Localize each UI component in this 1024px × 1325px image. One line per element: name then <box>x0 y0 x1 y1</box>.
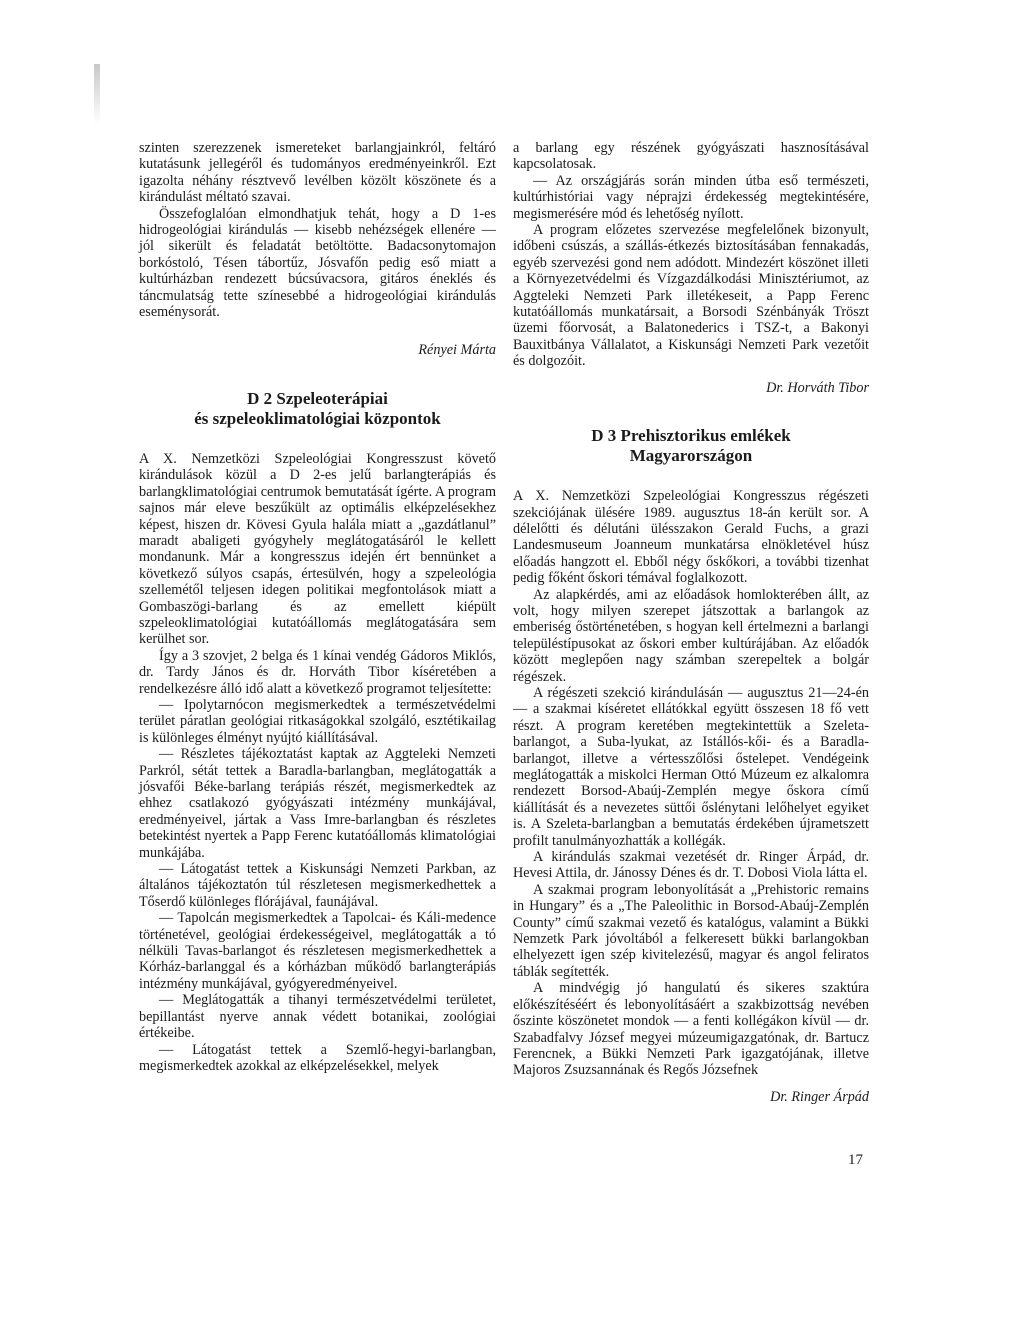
paragraph: — Ipolytarnócon megismerkedtek a természetvédelmi terület páratlan geológiai ritkaságokkal szolgáló, esztétikailag is különleges élményt nyújtó kiállításával. <box>139 696 496 746</box>
paragraph: Az alapkérdés, ami az előadások homlokterében állt, az volt, hogy milyen szerepet játszottak a barlangok az emberiség őstörténetében, s hogyan kell értelmezni a barlangi településtípusokat az őskori ember kultúrájában. Az előadók között meglepően nagy számban szerepeltek a bolgár régészek. <box>513 586 869 685</box>
section-title-line: D 2 Szpeleoterápiai <box>247 388 388 408</box>
section-title-line: Magyarországon <box>629 446 753 466</box>
page-number: 17 <box>848 1152 863 1168</box>
paragraph: A program előzetes szervezése megfelelőnek bizonyult, időbeni csúszás, a szállás-étkezés biztosításában fennakadás, egyéb szervezési gond nem adódott. Mindezért köszönet illeti a Környezetvédelmi és Vízgazdálkodási Minisztériumot, az Aggteleki Nemzeti Park illetékeseit, a Papp Ferenc kutatóállomás munkatársait, a Borsodi Szénbányák Tröszt üzemi főorvosát, a Balatonederics i TSZ-t, a Bakonyi Bauxitbánya Vállalatot, a Kiskunsági Nemzeti Park vezetőit és dolgozóit. <box>513 222 869 370</box>
section-title <box>139 389 496 429</box>
paragraph: A X. Nemzetközi Szpeleológiai Kongresszus régészeti szekciójának ülésére 1989. augusztus 18-án került sor. A délelőtti és délutáni ülésszakon Gerald Fuchs, a grazi Landesmuseum Joanneum munkatársa elnökletével húsz előadás hangzott el. Ebből négy őskőkori, a további tizenhat pedig főként őskori témával foglalkozott. <box>513 488 869 587</box>
section-title-line: és szpeleoklimatológiai központok <box>194 408 441 428</box>
section-title-line: D 3 Prehisztorikus emlékek <box>591 426 791 446</box>
scan-shadow-mark <box>94 64 100 124</box>
left-column <box>139 140 496 1074</box>
paragraph: — Részletes tájékoztatást kaptak az Aggteleki Nemzeti Parkról, sétát tettek a Baradla-barlangban, meglátogatták a jósvafői Béke-barlang terápiás részét, megismerkedtek az ehhez csatlakozó gyógyászati intézmény munkájával, eredményeivel, jártak a Vass Imre-barlangban és részletes betekintést nyertek a Papp Ferenc kutatóállomás klimatológiai munkájába. <box>139 746 496 861</box>
paragraph: — Látogatást tettek a Szemlő-hegyi-barlangban, megismerkedtek azokkal az elképzelésekkel, melyek <box>139 1041 496 1074</box>
paragraph: — Meglátogatták a tihanyi természetvédelmi területet, bepillantást nyerve annak védett botanikai, zoológiai értékeibe. <box>139 992 496 1042</box>
paragraph: szinten szerezzenek ismereteket barlangjainkról, feltáró kutatásunk jellegéről és tudományos eredményeinkről. Ezt igazolta néhány résztvevő levélben közölt köszönete és a kirándulást méltató szavai. <box>139 140 496 206</box>
paragraph: — Az országjárás során minden útba eső természeti, kultúrhistóriai vagy néprajzi érdekesség megtekintésére, megismerésére mód és lehetőség nyílott. <box>513 172 869 222</box>
section-title <box>513 426 869 466</box>
author-signature: Dr. Horváth Tibor <box>766 379 869 396</box>
paragraph: A szakmai program lebonyolítását a „Prehistoric remains in Hungary” és a „The Paleolithic in Borsod-Abaúj-Zemplén County” című szakmai vezető és katalógus, valamint a Bükki Nemzetk Park jóvoltából a felkeresett bükki barlangokban elhelyezett igen szép kivitelezésű, magyar és angol feliratos táblák segítették. <box>513 881 869 980</box>
paragraph: A X. Nemzetközi Szpeleológiai Kongresszust követő kirándulások közül a D 2-es jelű barlangterápiás és barlangklimatológiai centrumok bemutatását ígérte. A program sajnos már eleve beszűkült az optimális elképzelésekhez képest, hiszen dr. Kövesi Gyula halála miatt a „gazdátlanul” maradt abaligeti gyógyhely meglátogatásáról le kellett mondanunk. Már a kongresszus idején ért bennünket a következő súlyos csapás, értesülvén, hogy a szpeleológia szellemétől teljesen idegen politikai megfontolások miatt a Gombaszögi-barlang és az emellett kiépült szpeleoklimatológiai kutatóállomás meglátogatására sem kerülhet sor. <box>139 450 496 648</box>
paragraph: A kirándulás szakmai vezetését dr. Ringer Árpád, dr. Hevesi Attila, dr. Jánossy Dénes és dr. T. Dobosi Viola látta el. <box>513 849 869 882</box>
paragraph: Így a 3 szovjet, 2 belga és 1 kínai vendég Gádoros Miklós, dr. Tardy János és dr. Horváth Tibor kíséretében a rendelkezésre álló idő alatt a következő programot teljesítette: <box>139 647 496 697</box>
paragraph: A mindvégig jó hangulatú és sikeres szaktúra előkészítéséért és lebonyolításáért a szakbizottság nevében őszinte köszönetet mondok — a fenti kollégákon kívül — dr. Szabadfalvy József megyei múzeumigazgatónak, dr. Bartucz Ferencnek, a Bükki Nemzeti Park igazgatójának, illetve Majoros Zsuzsannának és Regős Józsefnek <box>513 980 869 1079</box>
paragraph: Összefoglalóan elmondhatjuk tehát, hogy a D 1-es hidrogeológiai kirándulás — kisebb nehézségek ellenére — jól sikerült és feladatát betöltötte. Badacsonytomajon borkóstoló, Tésen tábortűz, Jósvafőn pedig eső miatt a kultúrházban rendezett búcsúvacsora, gitáros éneklés és táncmulatság tette színesebbé a hidrogeológiai kirándulás eseménysorát. <box>139 205 496 321</box>
paragraph: — Tapolcán megismerkedtek a Tapolcai- és Káli-medence történetével, geológiai érdekességeivel, meglátogatták a tó nélküli Tavas-barlangot és részletesen megismerkedhettek a Kórház-barlanggal és a kórházban működő barlangterápiás intézmény munkájával, gyógyeredményeivel. <box>139 910 496 992</box>
paragraph: a barlang egy részének gyógyászati hasznosításával kapcsolatosak. <box>513 140 869 173</box>
paragraph: — Látogatást tettek a Kiskunsági Nemzeti Parkban, az általános tájékoztatón túl részletesen megismerkedhettek a Tőserdő különleges flórájával, faunájával. <box>139 861 496 910</box>
paragraph: A régészeti szekció kirándulásán — augusztus 21—24-én — a szakmai kíséretet ellátókkal együtt összesen 18 fő vett részt. A program keretében megtekintettük a Szeleta-barlangot, a Suba-lyukat, az Istállós-kői- és a Baradla-barlangot, illetve a vértesszőlősi őstelepet. Vendégeink meglátogatták a miskolci Herman Ottó Múzeum ez alkalomra rendezett Borsod-Abaúj-Zemplén megye őskora című kiállítását és a nevezetes süttői őslénytani lelőhelyet egyiket is. A Szeleta-barlangban a bemutatás érdekében újrametszett profilt tanulmányozhatták a kollégák. <box>513 684 869 849</box>
author-signature: Rényei Márta <box>418 342 496 359</box>
right-column <box>513 140 869 1105</box>
author-signature: Dr. Ringer Árpád <box>770 1088 869 1105</box>
